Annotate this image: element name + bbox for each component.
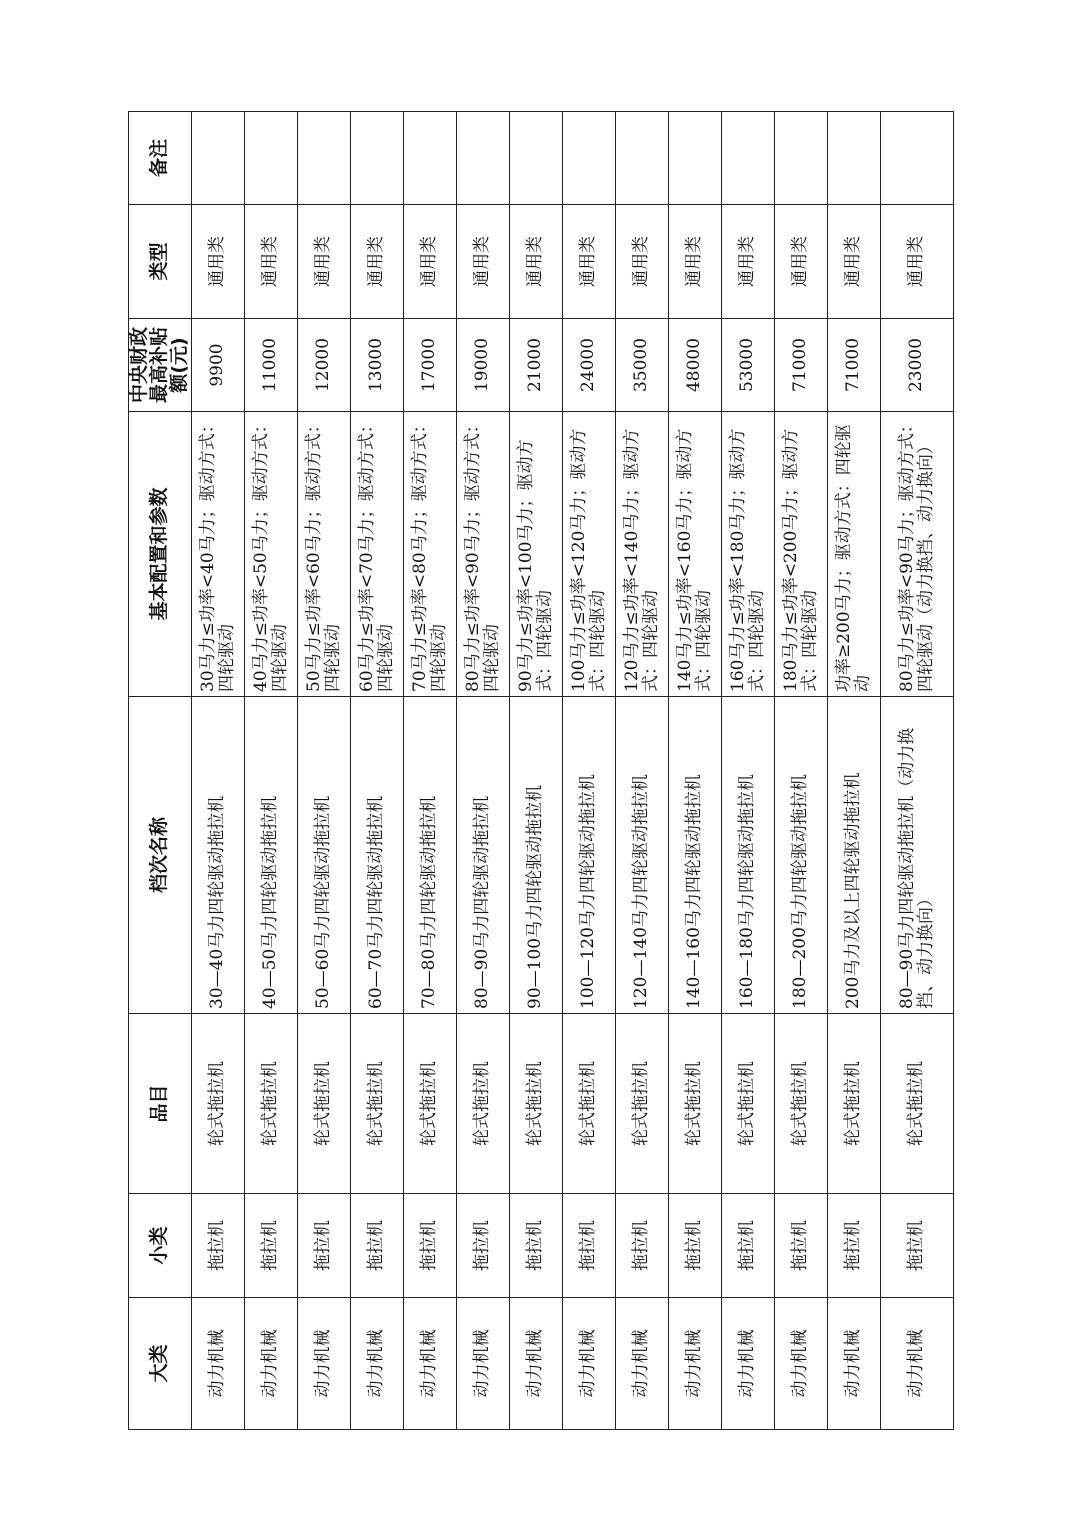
cell-subsidy: 48000 [668, 319, 721, 412]
cell-note [668, 112, 721, 205]
cell-category: 动力机械 [880, 1298, 953, 1430]
cell-type: 通用类 [456, 205, 509, 319]
cell-config: 功率≥200马力；驱动方式：四轮驱动 [827, 412, 880, 697]
cell-config: 60马力≤功率<70马力；驱动方式：四轮驱动 [350, 412, 403, 697]
cell-config: 160马力≤功率<180马力；驱动方式：四轮驱动 [721, 412, 774, 697]
cell-subsidy: 19000 [456, 319, 509, 412]
cell-category: 动力机械 [668, 1298, 721, 1430]
cell-category: 动力机械 [403, 1298, 456, 1430]
cell-subsidy: 11000 [244, 319, 297, 412]
cell-config: 50马力≤功率<60马力；驱动方式：四轮驱动 [297, 412, 350, 697]
cell-subsidy: 13000 [350, 319, 403, 412]
subsidy-table [128, 111, 954, 1430]
cell-tier-name: 160—180马力四轮驱动拖拉机 [721, 697, 774, 1014]
cell-type: 通用类 [668, 205, 721, 319]
cell-item: 轮式拖拉机 [668, 1014, 721, 1194]
cell-subcategory: 拖拉机 [191, 1194, 244, 1298]
cell-type: 通用类 [297, 205, 350, 319]
table-row [562, 112, 615, 1430]
cell-type: 通用类 [721, 205, 774, 319]
cell-subcategory: 拖拉机 [403, 1194, 456, 1298]
cell-note [297, 112, 350, 205]
cell-item: 轮式拖拉机 [880, 1014, 953, 1194]
cell-subsidy: 21000 [509, 319, 562, 412]
cell-note [403, 112, 456, 205]
cell-tier-name: 30—40马力四轮驱动拖拉机 [191, 697, 244, 1014]
cell-subsidy: 17000 [403, 319, 456, 412]
cell-note [191, 112, 244, 205]
cell-subcategory: 拖拉机 [880, 1194, 953, 1298]
table-row [350, 112, 403, 1430]
table-row [880, 112, 953, 1430]
cell-category: 动力机械 [509, 1298, 562, 1430]
cell-tier-name: 120—140马力四轮驱动拖拉机 [615, 697, 668, 1014]
cell-tier-name: 80—90马力四轮驱动拖拉机（动力换挡、动力换向） [880, 697, 953, 1014]
cell-type: 通用类 [244, 205, 297, 319]
table-row [615, 112, 668, 1430]
cell-category: 动力机械 [456, 1298, 509, 1430]
cell-subsidy: 9900 [191, 319, 244, 412]
rotated-page-frame [128, 112, 936, 1430]
cell-subsidy: 35000 [615, 319, 668, 412]
cell-config: 70马力≤功率<80马力；驱动方式：四轮驱动 [403, 412, 456, 697]
cell-note [562, 112, 615, 205]
cell-subcategory: 拖拉机 [244, 1194, 297, 1298]
header-row [129, 112, 192, 1430]
header-subcategory: 小类 [129, 1194, 192, 1298]
cell-note [456, 112, 509, 205]
cell-tier-name: 50—60马力四轮驱动拖拉机 [297, 697, 350, 1014]
header-item: 品目 [129, 1014, 192, 1194]
cell-subcategory: 拖拉机 [509, 1194, 562, 1298]
cell-subcategory: 拖拉机 [297, 1194, 350, 1298]
cell-category: 动力机械 [827, 1298, 880, 1430]
cell-subsidy: 71000 [774, 319, 827, 412]
cell-tier-name: 40—50马力四轮驱动拖拉机 [244, 697, 297, 1014]
cell-item: 轮式拖拉机 [403, 1014, 456, 1194]
cell-category: 动力机械 [350, 1298, 403, 1430]
table-row [668, 112, 721, 1430]
cell-subcategory: 拖拉机 [350, 1194, 403, 1298]
cell-subcategory: 拖拉机 [774, 1194, 827, 1298]
cell-config: 140马力≤功率<160马力；驱动方式：四轮驱动 [668, 412, 721, 697]
cell-type: 通用类 [774, 205, 827, 319]
cell-subcategory: 拖拉机 [668, 1194, 721, 1298]
table-row [774, 112, 827, 1430]
cell-subsidy: 24000 [562, 319, 615, 412]
cell-item: 轮式拖拉机 [827, 1014, 880, 1194]
cell-subcategory: 拖拉机 [562, 1194, 615, 1298]
cell-category: 动力机械 [615, 1298, 668, 1430]
cell-config: 80马力≤功率<90马力；驱动方式：四轮驱动 [456, 412, 509, 697]
cell-item: 轮式拖拉机 [721, 1014, 774, 1194]
table-row [297, 112, 350, 1430]
table-row [191, 112, 244, 1430]
table-row [244, 112, 297, 1430]
table-row [721, 112, 774, 1430]
cell-item: 轮式拖拉机 [456, 1014, 509, 1194]
header-category: 大类 [129, 1298, 192, 1430]
table-row [456, 112, 509, 1430]
cell-tier-name: 180—200马力四轮驱动拖拉机 [774, 697, 827, 1014]
header-subsidy: 中央财政最高补贴额(元) [129, 319, 192, 412]
cell-item: 轮式拖拉机 [509, 1014, 562, 1194]
cell-type: 通用类 [191, 205, 244, 319]
cell-item: 轮式拖拉机 [774, 1014, 827, 1194]
cell-item: 轮式拖拉机 [297, 1014, 350, 1194]
cell-config: 40马力≤功率<50马力；驱动方式：四轮驱动 [244, 412, 297, 697]
cell-subcategory: 拖拉机 [615, 1194, 668, 1298]
cell-tier-name: 90—100马力四轮驱动拖拉机 [509, 697, 562, 1014]
header-config: 基本配置和参数 [129, 412, 192, 697]
cell-tier-name: 80—90马力四轮驱动拖拉机 [456, 697, 509, 1014]
cell-type: 通用类 [562, 205, 615, 319]
cell-category: 动力机械 [297, 1298, 350, 1430]
cell-subcategory: 拖拉机 [456, 1194, 509, 1298]
cell-note [350, 112, 403, 205]
cell-subcategory: 拖拉机 [721, 1194, 774, 1298]
cell-tier-name: 70—80马力四轮驱动拖拉机 [403, 697, 456, 1014]
cell-config: 80马力≤功率<90马力；驱动方式：四轮驱动（动力换挡、动力换向） [880, 412, 953, 697]
cell-type: 通用类 [827, 205, 880, 319]
cell-config: 30马力≤功率<40马力；驱动方式：四轮驱动 [191, 412, 244, 697]
cell-category: 动力机械 [244, 1298, 297, 1430]
header-type: 类型 [129, 205, 192, 319]
table-row [403, 112, 456, 1430]
cell-type: 通用类 [615, 205, 668, 319]
cell-category: 动力机械 [774, 1298, 827, 1430]
cell-item: 轮式拖拉机 [562, 1014, 615, 1194]
cell-config: 180马力≤功率<200马力；驱动方式：四轮驱动 [774, 412, 827, 697]
header-note: 备注 [129, 112, 192, 205]
cell-item: 轮式拖拉机 [350, 1014, 403, 1194]
cell-tier-name: 200马力及以上四轮驱动拖拉机 [827, 697, 880, 1014]
cell-config: 100马力≤功率<120马力；驱动方式：四轮驱动 [562, 412, 615, 697]
cell-config: 120马力≤功率<140马力；驱动方式：四轮驱动 [615, 412, 668, 697]
cell-note [244, 112, 297, 205]
cell-config: 90马力≤功率<100马力；驱动方式：四轮驱动 [509, 412, 562, 697]
cell-category: 动力机械 [562, 1298, 615, 1430]
cell-tier-name: 60—70马力四轮驱动拖拉机 [350, 697, 403, 1014]
table-row [509, 112, 562, 1430]
header-tier-name: 档次名称 [129, 697, 192, 1014]
cell-item: 轮式拖拉机 [244, 1014, 297, 1194]
cell-note [880, 112, 953, 205]
cell-note [774, 112, 827, 205]
cell-type: 通用类 [350, 205, 403, 319]
cell-item: 轮式拖拉机 [615, 1014, 668, 1194]
cell-tier-name: 100—120马力四轮驱动拖拉机 [562, 697, 615, 1014]
cell-subsidy: 23000 [880, 319, 953, 412]
cell-tier-name: 140—160马力四轮驱动拖拉机 [668, 697, 721, 1014]
cell-category: 动力机械 [191, 1298, 244, 1430]
cell-subcategory: 拖拉机 [827, 1194, 880, 1298]
table-row [827, 112, 880, 1430]
cell-type: 通用类 [509, 205, 562, 319]
cell-note [615, 112, 668, 205]
cell-note [827, 112, 880, 205]
cell-subsidy: 12000 [297, 319, 350, 412]
cell-subsidy: 53000 [721, 319, 774, 412]
cell-note [509, 112, 562, 205]
cell-type: 通用类 [403, 205, 456, 319]
cell-category: 动力机械 [721, 1298, 774, 1430]
cell-type: 通用类 [880, 205, 953, 319]
cell-note [721, 112, 774, 205]
cell-item: 轮式拖拉机 [191, 1014, 244, 1194]
cell-subsidy: 71000 [827, 319, 880, 412]
